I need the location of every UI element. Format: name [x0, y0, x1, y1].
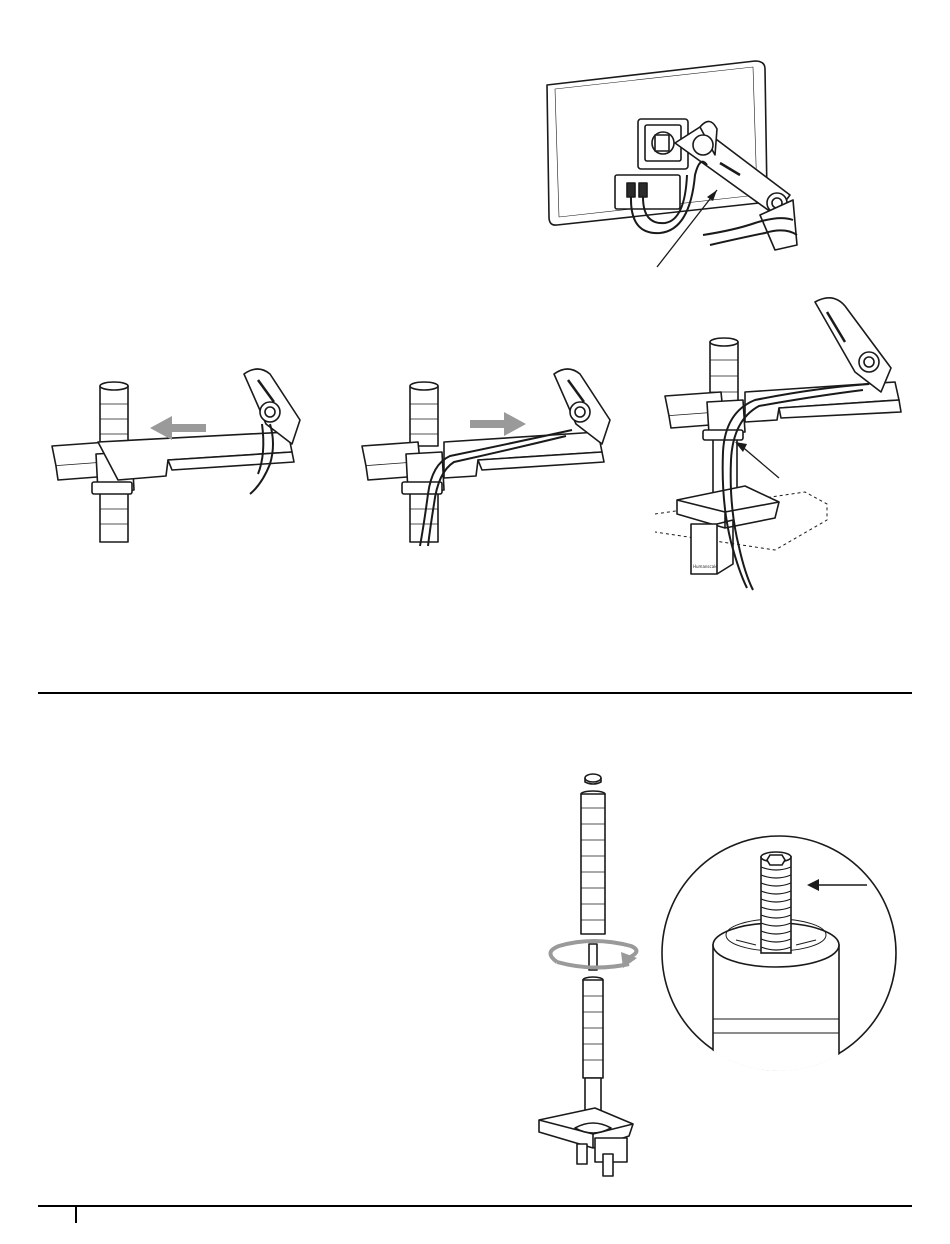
- footer-rule: [38, 1205, 912, 1207]
- monitor-arm-cable-routing-illustration: [535, 55, 795, 280]
- section-divider: [38, 692, 912, 694]
- brand-label: Humanscale: [693, 564, 718, 569]
- footer-tick: [75, 1205, 77, 1223]
- cable-clip-desk-clamp-illustration: [655, 292, 915, 592]
- threaded-stud-detail-illustration: [661, 835, 901, 1075]
- slide-right-arrow: [470, 412, 526, 436]
- pole-extension-assembly-illustration: [533, 768, 653, 1178]
- arm-slide-left-illustration: [48, 364, 308, 544]
- arm-slide-right-illustration: [358, 364, 618, 549]
